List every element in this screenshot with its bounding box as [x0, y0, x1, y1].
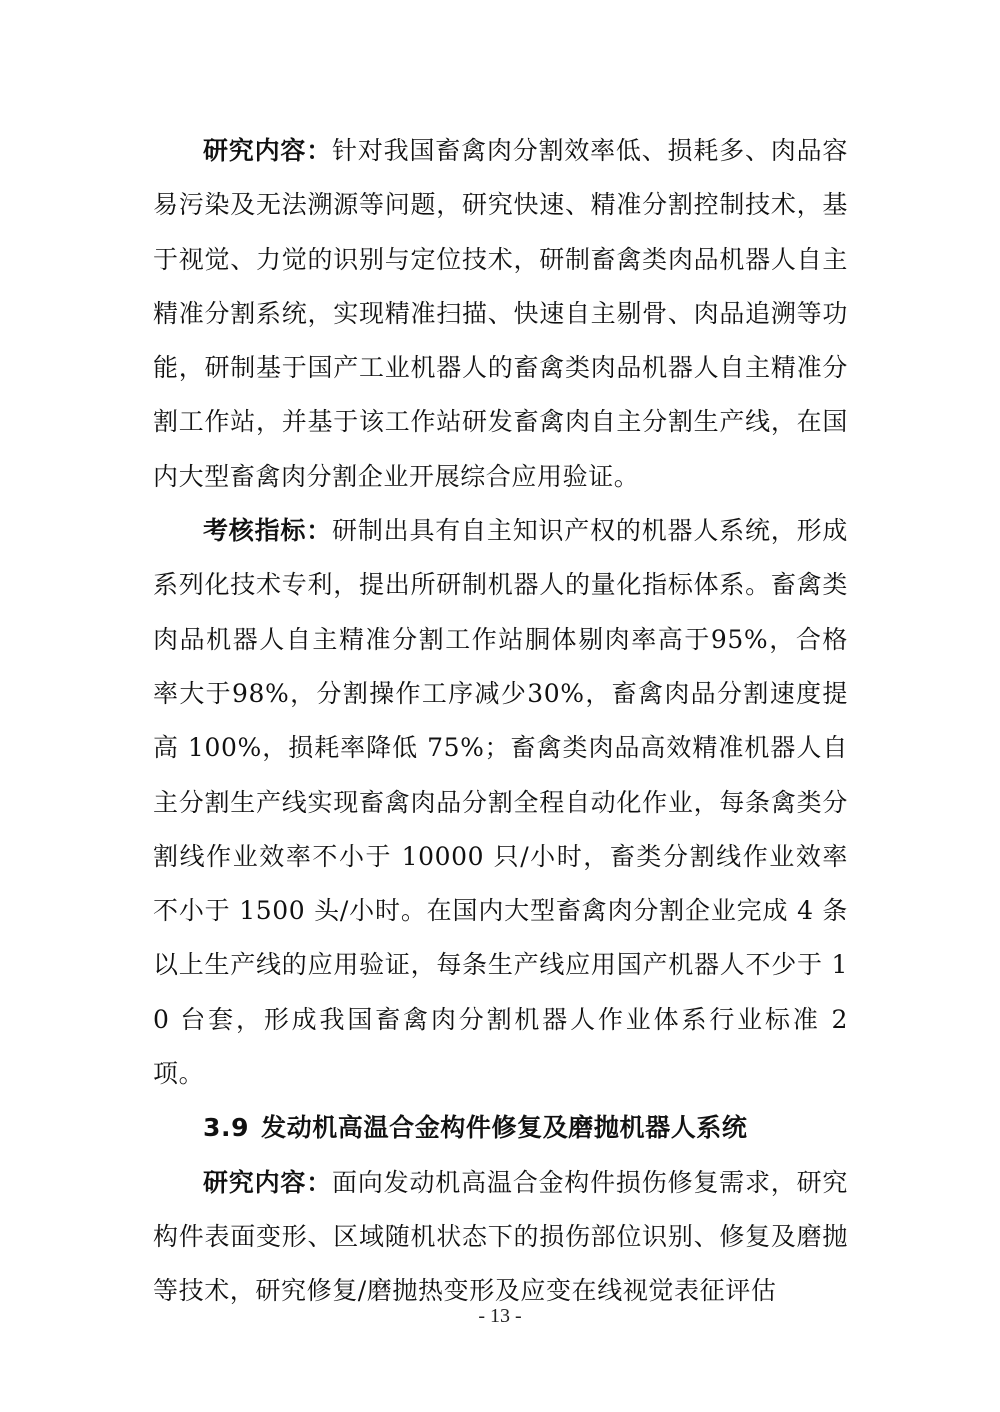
research-content-label-2: 研究内容：: [203, 1167, 333, 1197]
assessment-indicators-label: 考核指标：: [203, 516, 333, 546]
paragraph-research-content-2: [153, 1156, 848, 1319]
research-content-text-2: 面向发动机高温合金构件损伤修复需求，研究构件表面变形、区域随机状态下的损伤部位识别、修复及磨抛等技术，研究修复/磨抛热变形及应变在线视觉表征评估: [153, 1167, 848, 1306]
section-heading: [153, 1101, 848, 1155]
research-content-label: 研究内容：: [203, 136, 333, 165]
paragraph-research-content: [153, 124, 848, 504]
section-number: 3.9: [203, 1113, 250, 1143]
page-number: - 13 -: [478, 1305, 522, 1327]
paragraph-assessment-indicators: [153, 504, 848, 1101]
research-content-text: 针对我国畜禽肉分割效率低、损耗多、肉品容易污染及无法溯源等问题，研究快速、精准分割控制技术，基于视觉、力觉的识别与定位技术，研制畜禽类肉品机器人自主精准分割系统，实现精准扫描、快速自主剔骨、肉品追溯等功能，研制基于国产工业机器人的畜禽类肉品机器人自主精准分割工作站，并基于该工作站研发畜禽肉自主分割生产线，在国内大型畜禽肉分割企业开展综合应用验证。: [153, 136, 848, 491]
section-title: 发动机高温合金构件修复及磨抛机器人系统: [261, 1113, 748, 1143]
document-body: [153, 124, 848, 1319]
assessment-indicators-text: 研制出具有自主知识产权的机器人系统，形成系列化技术专利，提出所研制机器人的量化指标体系。畜禽类肉品机器人自主精准分割工作站胴体剔肉率高于95%，合格率大于98%，分割操作工序减少30%，畜禽肉品分割速度提高 100%，损耗率降低 75%；畜禽类肉品高效精准机器人自主分割生产线实现畜禽肉品分割全程自动化作业，每条禽类分割线作业效率不小于 10000 只/小时，畜类分割线作业效率不小于 1500 头/小时。在国内大型畜禽肉分割企业完成 4 条以上生产线的应用验证，每条生产线应用国产机器人不少于 10 台套，形成我国畜禽肉分割机器人作业体系行业标准 2 项。: [153, 516, 848, 1089]
